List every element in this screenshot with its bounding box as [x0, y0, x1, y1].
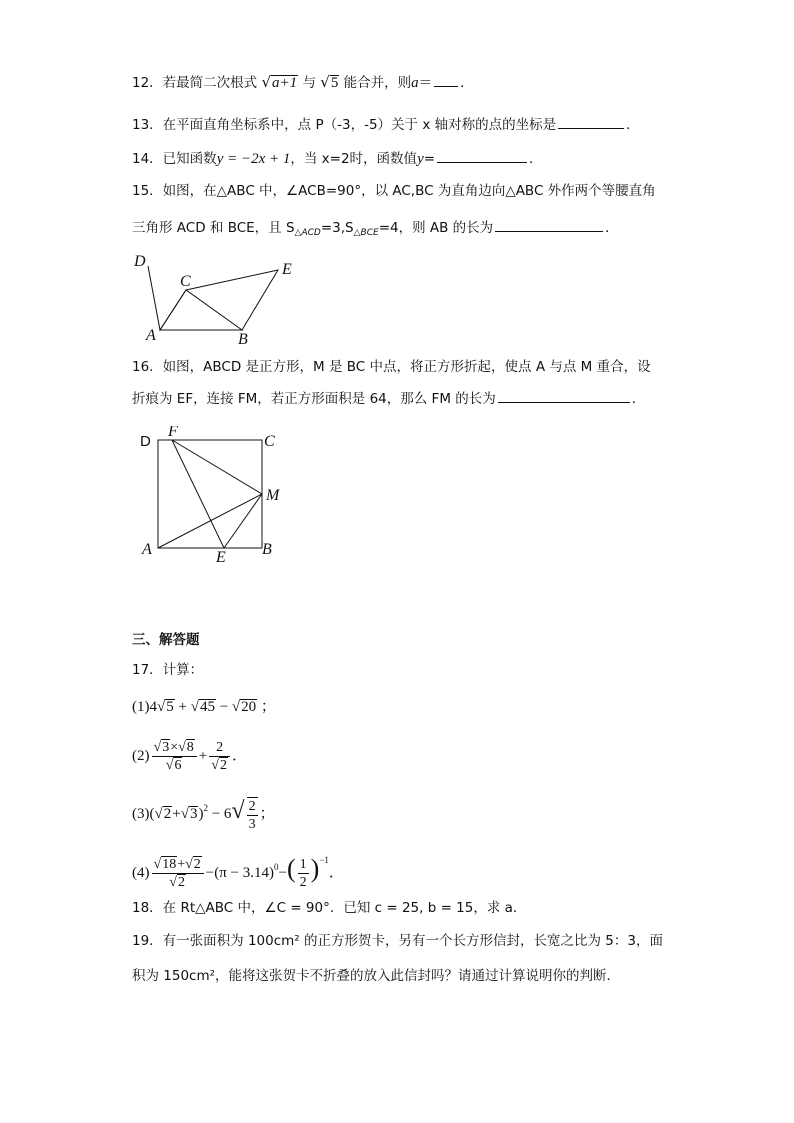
- q15-label-b: B: [238, 331, 248, 348]
- q16-label-c: C: [264, 433, 275, 450]
- sqrt-symbol: √: [261, 73, 272, 91]
- q14-function: y = −2x + 1: [216, 151, 291, 167]
- q15-label-e: E: [282, 261, 292, 278]
- q17-p3-exp: 2: [203, 803, 208, 813]
- question-19-line1: 19．有一张面积为 100cm² 的正方形贺卡，另有一个长方形信封，长宽之比为 5：3，面: [132, 933, 663, 949]
- q17-p3-lead: (3)(: [132, 806, 155, 822]
- minus-sign: −: [219, 699, 229, 715]
- question-14: [132, 148, 543, 169]
- q15-label-a: A: [146, 327, 156, 344]
- q15-sub1: △ACD: [294, 228, 321, 238]
- q17-p3-den: 3: [248, 816, 256, 832]
- q17-p4-mid: −(π − 3.14): [205, 865, 275, 881]
- q15-end: ．: [605, 220, 619, 236]
- q17-p4-lead: (4): [132, 865, 150, 881]
- q17-p4-fden: 2: [299, 875, 307, 891]
- q15-line1: 15．如图，在△ABC 中，∠ACB=90°，以 AC,BC 为直角边向△ABC 外作两个等腰直角: [132, 183, 656, 199]
- q15-line2-a: 三角形 ACD 和 BCE，且 S: [132, 220, 295, 236]
- question-16-line2: [132, 388, 645, 409]
- q16-label-m: M: [266, 487, 280, 504]
- q14-mid: ，当 x=2时，函数值: [290, 151, 418, 167]
- q17-part-4: (4) $\frac{√18+√2}{√2}$ $-(\pi - 3.14)^0-$( $\frac{1}{2}$ )$^{-1}$．: [132, 854, 344, 891]
- q16-end: ．: [631, 391, 646, 407]
- q17-p4-end: ．: [328, 865, 344, 881]
- q15-figure: [130, 250, 310, 350]
- q16-label-d: D: [140, 433, 151, 450]
- q17-p4-frac2: [298, 856, 309, 891]
- q17-p2-frac2: $\frac{2}{√2}$: [209, 739, 230, 774]
- plus-sign: +: [177, 857, 186, 873]
- q16-label-a: A: [142, 541, 152, 558]
- question-12: [132, 72, 474, 93]
- q12-var: a: [411, 75, 419, 91]
- q17-p1-lead: (1)4: [132, 699, 157, 715]
- q17-p4-num-a: 18: [162, 857, 177, 873]
- sqrt-symbol: √: [320, 73, 330, 91]
- q12-radicand-1: a+1: [272, 75, 298, 91]
- q17-p4-exp0: 0: [274, 862, 279, 872]
- times-sign: ×: [170, 740, 179, 756]
- q17-p2-den: 6: [174, 758, 182, 774]
- q15-label-c: C: [180, 273, 191, 290]
- q16-line2: 折痕为 EF，连接 FM，若正方形面积是 64，那么 FM 的长为: [132, 391, 496, 407]
- answer-blank[interactable]: [558, 114, 624, 129]
- q12-mid: 与: [302, 75, 316, 91]
- q14-end: ．: [529, 151, 543, 167]
- q12-radicand-2: 5: [330, 75, 339, 91]
- answer-blank[interactable]: [498, 388, 630, 403]
- question-19-line2: 积为 150cm²，能将这张贺卡不折叠的放入此信封吗？请通过计算说明你的判断．: [132, 968, 621, 984]
- answer-blank[interactable]: [437, 148, 527, 163]
- question-16-line1: [132, 357, 651, 377]
- q17-p4-frac1: $\frac{√18+√2}{√2}$: [152, 856, 204, 891]
- answer-blank[interactable]: [434, 72, 458, 87]
- question-15-line2: [132, 217, 619, 243]
- q15-line2-c: =4，则 AB 的长为: [378, 220, 494, 236]
- q17-p3-r2: 3: [189, 806, 198, 822]
- question-13: [132, 114, 640, 135]
- q17-part-1: (1)4√5 + √45 − √20 ；: [132, 699, 276, 715]
- q17-p4-fnum: 1: [299, 857, 307, 873]
- q17-p2-num-a: 3: [162, 740, 170, 756]
- q17-p4-exp-m1: −1: [319, 855, 329, 865]
- q17-p2-num-b: 8: [186, 740, 194, 756]
- q17-p4-num-b: 2: [193, 857, 201, 873]
- q17-p1-r1: 5: [166, 699, 174, 715]
- q12-suffix: 能合并，则: [343, 75, 412, 91]
- q16-label-b: B: [262, 541, 272, 558]
- q17-p4-den: 2: [177, 875, 185, 891]
- q14-text: 14．已知函数: [132, 151, 217, 167]
- q15-sub2: △BCE: [353, 228, 379, 238]
- q16-figure: [138, 426, 298, 566]
- q17-part-3: $(3)(√2+√3)^2 - 6√$ $\frac{2}{3}$ ；: [132, 798, 275, 832]
- q15-line2-b: =3,S: [320, 220, 354, 236]
- paren-close: ): [198, 806, 204, 822]
- section-title: 三、解答题: [132, 632, 200, 648]
- q17-p3-minus: − 6: [211, 806, 232, 822]
- q16-label-e: E: [216, 549, 226, 566]
- answer-blank[interactable]: [495, 217, 603, 232]
- plus-sign: +: [178, 699, 187, 715]
- q17-p2-frac1: $\frac{√3\times√8}{√6}$: [152, 739, 197, 774]
- q17-p2-num2: 2: [209, 739, 230, 757]
- q13-end: ．: [626, 117, 640, 133]
- q16-line1: 16．如图，ABCD 是正方形，M 是 BC 中点，将正方形折起，使点 A 与点 M 重合，设: [132, 359, 651, 375]
- q12-text: 12．若最简二次根式: [132, 75, 258, 91]
- q17-p3-frac: [247, 797, 258, 833]
- q15-label-d: D: [134, 253, 146, 270]
- plus-sign: +: [198, 748, 208, 764]
- q17-part-2: [132, 738, 247, 774]
- q14-var: y: [417, 151, 424, 167]
- q17-p3-num: 2: [248, 798, 256, 814]
- q17-p2-lead: (2): [132, 748, 150, 764]
- q17-p1-r3: 20: [241, 699, 257, 715]
- q13-text: 13．在平面直角坐标系中，点 P（-3，-5）关于 x 轴对称的点的坐标是: [132, 117, 557, 133]
- q17-p2-den2: 2: [219, 758, 227, 774]
- plus-sign: +: [172, 806, 181, 822]
- q17-p2-end: ．: [231, 748, 247, 764]
- question-17-title: 17．计算：: [132, 662, 204, 678]
- q17-p1-r2: 45: [199, 699, 215, 715]
- q17-p3-r1: 2: [163, 806, 172, 822]
- question-18: 18．在 Rt△ABC 中，∠C = 90°．已知 c = 25, b = 15，求 a．: [132, 900, 527, 916]
- q12-eq: ＝: [418, 75, 433, 91]
- q12-end: ．: [460, 75, 474, 91]
- q16-label-f: F: [168, 426, 178, 440]
- q17-p3-end: ；: [259, 806, 275, 822]
- q14-eq: =: [423, 151, 436, 167]
- question-15-line1: [132, 181, 656, 201]
- minus-sign: −: [278, 865, 287, 881]
- q17-p1-end: ；: [260, 699, 276, 715]
